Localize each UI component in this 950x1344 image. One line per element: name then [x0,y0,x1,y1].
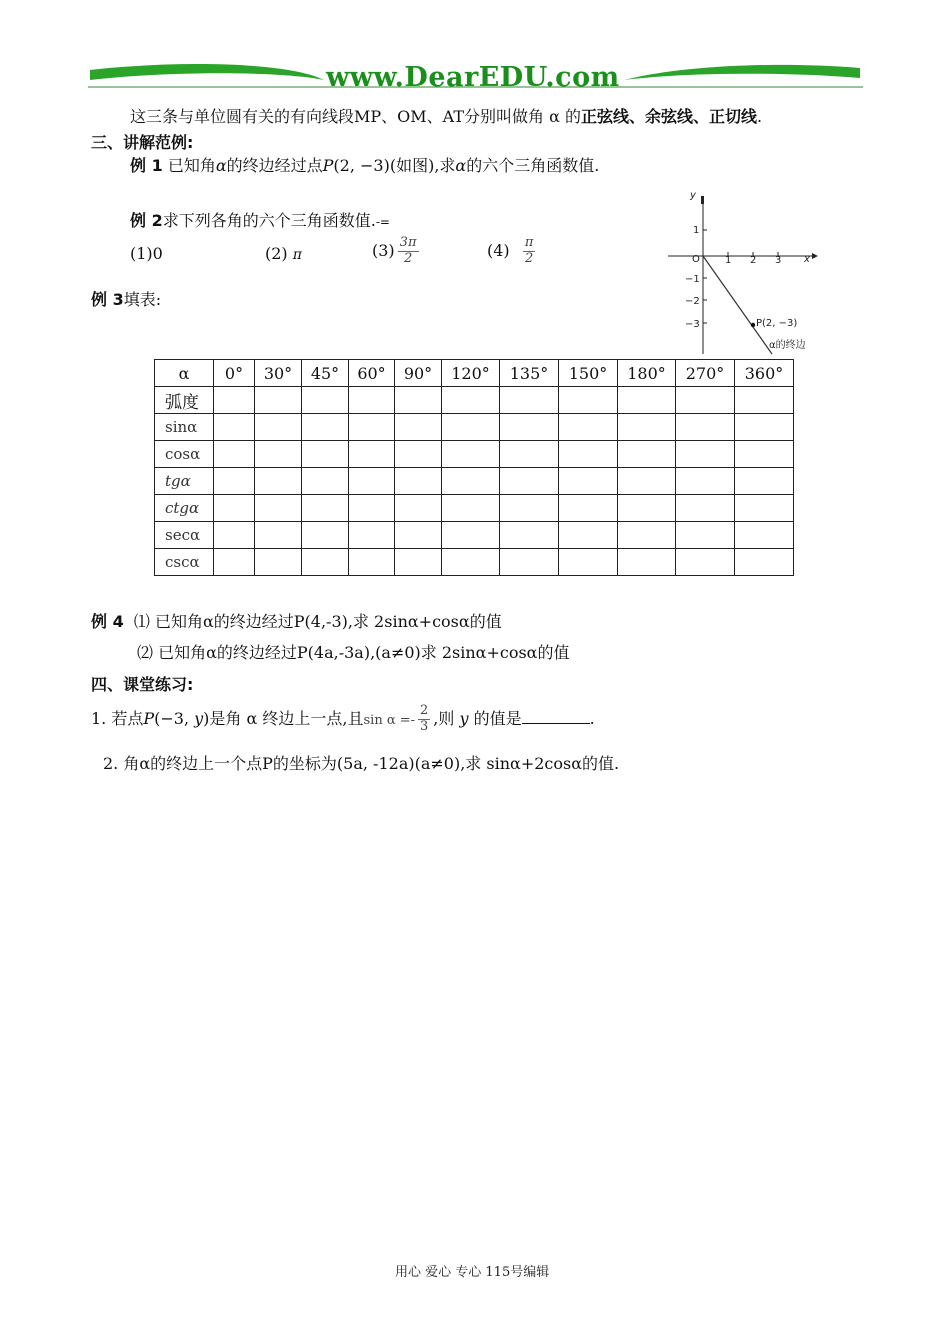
item-value: 0 [152,244,163,263]
row-label: tgα [155,468,214,495]
x-tick-label: 3 [775,255,782,266]
fraction-3pi-over-2 [398,236,419,267]
y-tick-label: −2 [685,296,700,307]
row-label: cscα [155,549,214,576]
practice-1-coords: (−3, [154,708,195,728]
example-2-item-3 [372,236,422,267]
example-4-line-2 [137,640,570,663]
ray-label: α的终边 [769,340,806,351]
practice-1-text-c: ,则 [433,708,455,728]
fraction-2-over-3 [418,704,430,735]
intro-bold: 正弦线、余弦线、正切线 [580,107,757,126]
practice-1-end: . [589,708,595,728]
denominator: 2 [524,250,534,266]
table-header-row [155,360,794,387]
numerator: 3π [399,235,417,250]
example-1-text: 已知角 [167,156,216,175]
item-value: π [292,247,302,263]
left-swoosh [90,64,324,80]
example-1-label: 例 1 [130,156,163,175]
example-2-mark: -= [375,215,390,229]
item-number: (4) [487,240,510,260]
header-cell: 270° [676,360,735,387]
example-4-line-1 [91,609,502,632]
y-tick-label: −3 [685,319,700,330]
table-row [155,387,794,414]
example-4-part-2: ⑵ 已知角α的终边经过P(4a,-3a),(a≠0)求 2sinα+cosα的值 [137,643,570,662]
variable-y: y [459,708,469,728]
example-2-label: 例 2 [130,211,163,230]
fraction-pi-over-2 [523,236,536,267]
row-label: secα [155,522,214,549]
example-4-label: 例 4 [91,612,124,631]
example-4-part-1: ⑴ 已知角α的终边经过P(4,-3),求 2sinα+cosα的值 [133,612,502,631]
variable-y: y [194,708,204,728]
row-label: ctgα [155,495,214,522]
denominator: 2 [403,250,413,266]
point-p: P [322,156,334,175]
header-cell: 120° [442,360,500,387]
header-cell: 30° [255,360,302,387]
coordinate-graph [668,186,818,358]
header-cell: 60° [349,360,395,387]
row-label: sinα [155,414,214,441]
example-2-text: 求下列各角的六个三角函数值. [162,211,376,230]
item-number: (3) [372,240,395,260]
example-1 [130,153,599,176]
row-label: cosα [155,441,214,468]
answer-blank[interactable] [522,709,590,724]
x-tick-label: 1 [725,255,732,266]
example-3-text: 填表: [123,290,162,309]
header-cell: α [155,360,214,387]
page-footer: 用心 爱心 专心 115号编辑 [395,1265,550,1280]
table-row [155,414,794,441]
point-p: P [143,708,155,728]
denominator: 3 [420,718,429,734]
example-1-text-c: 的六个三角函数值. [466,156,600,175]
table-row [155,495,794,522]
sin-expression: sin α =- [363,712,416,728]
x-tick-label: 2 [750,255,757,266]
alpha-symbol: α [215,156,227,175]
header-cell: 45° [302,360,349,387]
practice-1 [91,704,595,735]
example-2-item-1 [130,244,163,263]
point-label: P(2, −3) [756,318,798,329]
table-row [155,549,794,576]
header-cell: 0° [214,360,255,387]
example-2-item-2 [265,244,302,263]
example-1-text-b: 的终边经过点 [226,156,323,175]
header-cell: 180° [618,360,676,387]
practice-1-text: 1. 若点 [91,708,144,728]
y-axis-label: y [690,190,696,201]
example-2 [130,208,390,231]
practice-2: 2. 角α的终边上一个点P的坐标为(5a, -12a)(a≠0),求 sinα+2cosα的值. [103,754,620,773]
row-label: 弧度 [155,387,214,414]
alpha-symbol: α [455,156,467,175]
right-swoosh [624,65,860,80]
practice-1-text-d: 的值是 [473,708,522,728]
intro-text: 这三条与单位圆有关的有向线段MP、OM、AT分别叫做角 α 的 [130,107,581,126]
y-tick-label: 1 [693,225,700,236]
table-row [155,522,794,549]
table-row [155,441,794,468]
practice-1-text-b: )是角 α 终边上一点,且 [203,708,364,728]
numerator: π [524,235,534,250]
origin-label: O [692,254,700,265]
intro-end: . [757,107,763,126]
item-number: (1) [130,244,153,263]
site-logo[interactable]: www.DearEDU.com [326,62,620,93]
intro-line [130,104,762,127]
example-3 [91,287,161,310]
trig-table [154,359,794,576]
header-cell: 150° [559,360,618,387]
x-axis-label: x [804,254,810,265]
item-number: (2) [265,244,288,263]
numerator: 2 [420,703,429,718]
example-1-coords: (2, −3)(如图),求 [333,156,456,175]
header-cell: 135° [500,360,559,387]
section-3-title: 三、讲解范例: [91,133,194,152]
section-4-title: 四、课堂练习: [91,675,194,694]
header-cell: 90° [395,360,442,387]
y-tick-label: −1 [685,274,700,285]
example-2-item-4 [487,236,538,267]
example-3-label: 例 3 [91,290,124,309]
header-cell: 360° [735,360,794,387]
table-row [155,468,794,495]
